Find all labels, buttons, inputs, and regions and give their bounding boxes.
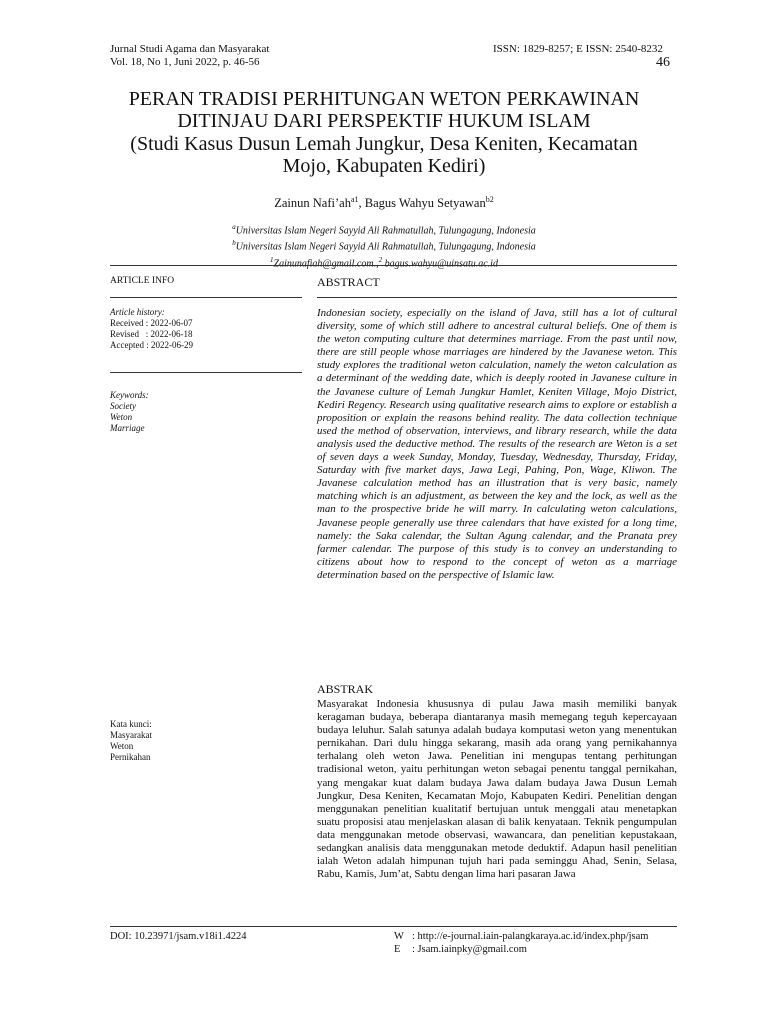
kata-kunci bbox=[110, 719, 152, 763]
kata-kunci-item: Pernikahan bbox=[110, 752, 151, 762]
article-history-label: Article history: bbox=[110, 307, 165, 317]
abstrak-text: Masyarakat Indonesia khususnya di pulau Jawa masih memiliki banyak keragaman budaya, beberapa diantaranya masih memegang teguh kepercayaan budaya leluhur. Salah satunya adalah budaya komputasi weton yang menentukan pernikahan. Dari dulu hingga sekarang, masih ada orang yang pernikahannya terhalang oleh weton Jawa. Penelitian ini mengupas tentang perhitungan tradisional weton, yaitu perhitungan weton sebagai penentu tanggal pernikahan, yang mengakar kuat dalam budaya Jawa dalam budaya Jawa Dusun Lemah Jungkur, Desa Keniten, Kecamatan Mojo, Kabupaten Kediri. Penelitian dengan menggunakan penelitian kualitatif bertujuan untuk menggali atau menetapkan suatu proposisi atau menjelaskan alasan di balik kenyataan. Teknik pengumpulan data menggunakan metode observasi, wawancara, dan penelitian kepustakaan, sedangkan analisis data menggunakan metode deduktif. Adapun hasil penelitian ialah Weton adalah himpunan tujuh hari pada seminggu Ahad, Senin, Selasa, Rabu, Kamis, Jum’at, Sabtu dengan lima hari pasaran Jawa bbox=[317, 698, 677, 881]
kata-kunci-item: Masyarakat bbox=[110, 730, 152, 740]
author-separator: , bbox=[358, 196, 365, 211]
divider-abstract bbox=[317, 297, 677, 298]
divider-info bbox=[110, 297, 302, 298]
author-1-sup: a1 bbox=[350, 195, 359, 204]
article-history bbox=[110, 307, 193, 351]
kata-kunci-label: Kata kunci: bbox=[110, 719, 152, 729]
title-line-2: DITINJAU DARI PERSPEKTIF HUKUM ISLAM bbox=[177, 110, 591, 132]
keywords bbox=[110, 390, 149, 434]
journal-email: : Jsam.iainpky@gmail.com bbox=[412, 944, 527, 955]
title-line-3: (Studi Kasus Dusun Lemah Jungkur, Desa Keniten, Kecamatan bbox=[130, 133, 638, 155]
divider-bottom bbox=[110, 926, 677, 927]
keywords-label: Keywords: bbox=[110, 390, 149, 400]
author-list bbox=[0, 195, 768, 211]
web-label: W bbox=[394, 931, 404, 942]
keyword-item: Marriage bbox=[110, 423, 145, 433]
author-2-sup: b2 bbox=[485, 195, 494, 204]
author-2: Bagus Wahyu Setyawan bbox=[364, 196, 486, 211]
affiliation-b: $^b$Universitas Islam Negeri Sayyid Ali Rahmatullah, Tulungagung, Indonesia bbox=[232, 239, 536, 253]
keyword-item: Society bbox=[110, 401, 136, 411]
footer-email bbox=[394, 943, 527, 956]
journal-url: : http://e-journal.iain-palangkaraya.ac.id/index.php/jsam bbox=[412, 931, 649, 942]
abstrak-heading: ABSTRAK bbox=[317, 682, 374, 696]
kata-kunci-item: Weton bbox=[110, 741, 134, 751]
affiliations bbox=[0, 221, 768, 270]
keyword-item: Weton bbox=[110, 412, 133, 422]
abstract-text: Indonesian society, especially on the island of Java, still has a lot of cultural diversity, some of which still adhere to ancestral cultural beliefs. One of them is the weton computing culture that determines marriage. From the past until now, there are still people whose marriages are hindered by the Javanese weton. This study explores the traditional weton calculation, namely the weton calculation as a determinant of the wedding date, which is deeply rooted in Javanese culture in the Javanese culture of Lemah Jungkur Hamlet, Keniten Village, Mojo District, Kediri Regency. Research using qualitative research aims to explore or establish a proposition or explain the reasons behind reality. The data collection technique used the method of observation, interviews, and library research, while the data analysis used the deductive method. The results of the research are Weton is a set of seven days a week Sunday, Monday, Tuesday, Wednesday, Thursday, Friday, Saturday with five market days, Jawa Legi, Pahing, Pon, Wage, Kliwon. The Javanese calculation method has an illustration that is very basic, namely matching which is an adjustment, as between the key and the lock, as well as the man to the prospective bride he will marry. In calculating weton calculations, Javanese people generally use three calendars that have existed for a long time, namely: the Saka calendar, the Sultan Agung calendar, and the Pranata prey farmer calendar. The purpose of this study is to convey an understanding to citizens about how to respond to the concept of weton as a marriage determination based on the perspective of Islamic law. bbox=[317, 307, 677, 581]
article-info-heading: ARTICLE INFO bbox=[110, 276, 175, 286]
abstract-heading: ABSTRACT bbox=[317, 275, 380, 289]
email-1: Zainunafiah@gmail.com., bbox=[273, 257, 379, 269]
paper-title bbox=[100, 88, 668, 177]
accepted-date: Accepted : 2022-06-29 bbox=[110, 340, 193, 350]
revised-date: Revised : 2022-06-18 bbox=[110, 329, 193, 339]
journal-name: Jurnal Studi Agama dan Masyarakat bbox=[110, 43, 270, 55]
journal-volume: Vol. 18, No 1, Juni 2022, p. 46-56 bbox=[110, 56, 260, 68]
doi: DOI: 10.23971/jsam.v18i1.4224 bbox=[110, 931, 247, 942]
issn: ISSN: 1829-8257; E ISSN: 2540-8232 bbox=[493, 43, 663, 55]
title-line-1: PERAN TRADISI PERHITUNGAN WETON PERKAWINAN bbox=[128, 88, 640, 110]
running-header-left bbox=[110, 43, 269, 69]
affiliation-a: $^a$Universitas Islam Negeri Sayyid Ali Rahmatullah, Tulungagung, Indonesia bbox=[232, 223, 536, 237]
received-date: Received : 2022-06-07 bbox=[110, 318, 193, 328]
email-label: E bbox=[394, 944, 401, 955]
divider-top bbox=[110, 265, 677, 266]
divider-history bbox=[110, 372, 302, 373]
email-2: bagus.wahyu@uinsatu.ac.id bbox=[382, 257, 498, 269]
title-line-4: Mojo, Kabupaten Kediri) bbox=[282, 155, 486, 177]
footer-web bbox=[394, 930, 648, 943]
author-emails: $^1$Zainunafiah@gmail.com.,$^2$ bagus.wahyu@uinsatu.ac.id bbox=[270, 255, 498, 269]
author-1: Zainun Nafi’ah bbox=[274, 196, 351, 211]
page-number: 46 bbox=[656, 55, 670, 70]
